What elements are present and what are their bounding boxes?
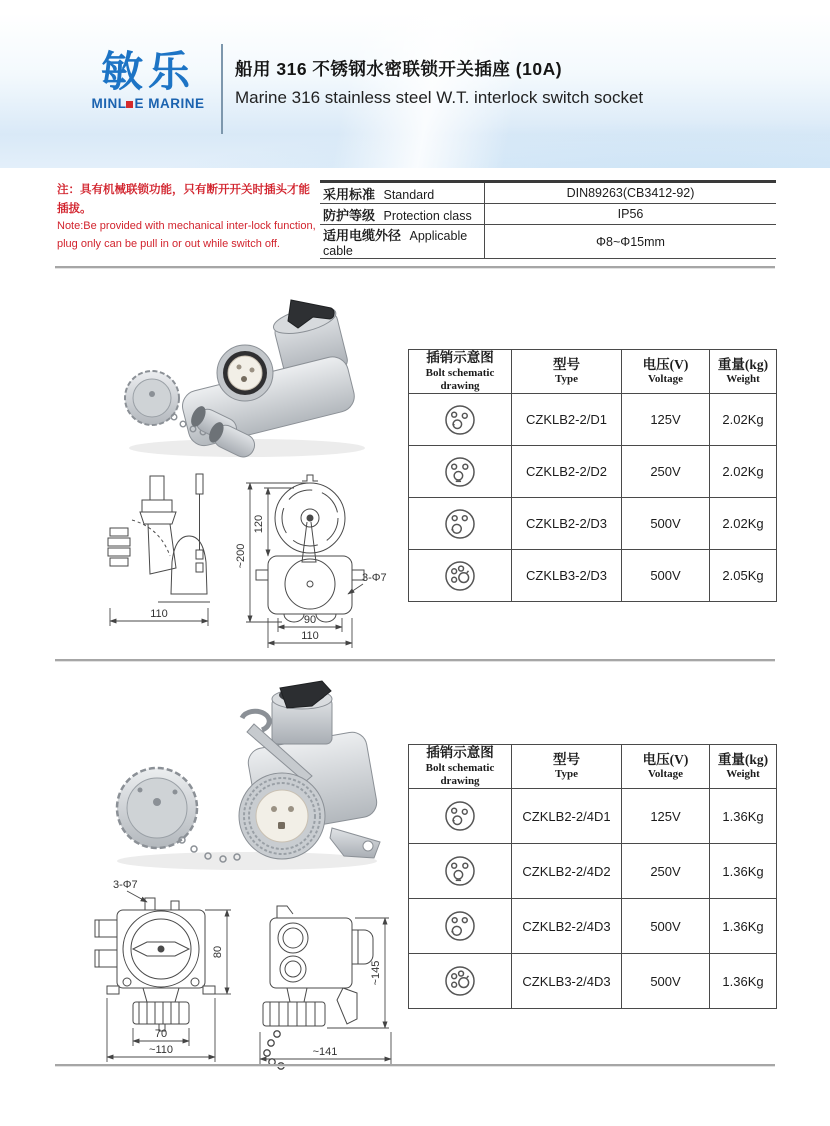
table-row — [320, 225, 776, 259]
spec-label-en: Protection class — [383, 208, 472, 223]
type-cell: CZKLB3-2/D3 — [512, 550, 622, 602]
page-title-english: Marine 316 stainless steel W.T. interlock switch socket — [235, 88, 644, 107]
col-header-cn: 型号 — [553, 751, 580, 767]
weight-cell: 1.36Kg — [710, 899, 777, 954]
col-header-cn: 插销示意图 — [426, 745, 494, 760]
weight-cell: 1.36Kg — [710, 789, 777, 844]
dim-label: ~145 — [370, 960, 382, 986]
weight-cell: 2.02Kg — [710, 394, 777, 446]
table-row — [409, 789, 777, 844]
weight-cell: 1.36Kg — [710, 954, 777, 1009]
page-header — [0, 0, 830, 168]
pin-schematic-cell — [409, 394, 512, 446]
pin-schematic-icon — [443, 799, 477, 833]
dim-label: 70 — [154, 1028, 168, 1040]
table-header-row — [409, 350, 777, 394]
col-pin-schematic — [409, 350, 512, 394]
pin-schematic-icon — [443, 455, 477, 489]
note-line-en2: plug only can be pull in or out while switch off. — [57, 238, 280, 251]
header-divider — [221, 44, 223, 134]
col-header-en: Type — [554, 373, 579, 386]
voltage-cell: 250V — [622, 844, 710, 899]
pin-schematic-icon — [443, 559, 477, 593]
type-cell: CZKLB2-2/4D1 — [512, 789, 622, 844]
dim-label: ~141 — [312, 1046, 338, 1058]
pin-schematic-icon — [443, 403, 477, 437]
col-header-en: Type — [554, 768, 579, 781]
section-divider — [55, 659, 775, 662]
voltage-cell: 125V — [622, 789, 710, 844]
col-header-cn: 重量(kg) — [717, 751, 769, 767]
col-type — [512, 350, 622, 394]
table-row — [409, 899, 777, 954]
spec-value: IP56 — [485, 204, 777, 225]
section-divider — [55, 1064, 775, 1067]
logo-en-part1: MINL — [91, 96, 127, 112]
col-header-cn: 电压(V) — [642, 751, 689, 767]
page-title-chinese: 船用 316 不锈钢水密联锁开关插座 (10A) — [235, 59, 563, 79]
dim-label: ~110 — [149, 1044, 173, 1056]
technical-drawing-1 — [58, 462, 398, 659]
pin-schematic-icon — [443, 854, 477, 888]
pin-schematic-cell — [409, 446, 512, 498]
pin-schematic-cell — [409, 844, 512, 899]
spec-label-cn: 适用电缆外径 — [323, 228, 402, 243]
spec-label — [320, 225, 485, 259]
spec-value: Φ8~Φ15mm — [485, 225, 777, 259]
col-pin-schematic — [409, 745, 512, 789]
dim-label: ~200 — [235, 543, 247, 569]
col-weight — [710, 350, 777, 394]
logo-red-accent-icon — [126, 101, 133, 108]
dim-label: 3-Φ7 — [362, 572, 387, 584]
logo-en-part2: MARINE — [148, 96, 205, 112]
type-cell: CZKLB2-2/D1 — [512, 394, 622, 446]
spec-label — [320, 182, 485, 204]
col-header-cn: 重量(kg) — [717, 356, 769, 372]
col-header-en: Voltage — [647, 373, 684, 386]
logo — [78, 50, 218, 111]
table-header-row — [409, 745, 777, 789]
weight-cell: 2.02Kg — [710, 446, 777, 498]
table-row — [320, 182, 776, 204]
technical-drawing-2 — [55, 872, 400, 1079]
table-row — [320, 204, 776, 225]
spec-label-cn: 防护等级 — [323, 207, 376, 223]
weight-cell: 1.36Kg — [710, 844, 777, 899]
col-header-cn: 电压(V) — [642, 356, 689, 372]
weight-cell: 2.05Kg — [710, 550, 777, 602]
note-line-en1: Note:Be provided with mechanical inter-lock function, — [57, 220, 316, 233]
voltage-cell: 125V — [622, 394, 710, 446]
table-row — [409, 394, 777, 446]
voltage-cell: 500V — [622, 498, 710, 550]
voltage-cell: 250V — [622, 446, 710, 498]
table-row — [409, 498, 777, 550]
section-divider — [55, 266, 775, 269]
pin-schematic-cell — [409, 954, 512, 1009]
pin-schematic-icon — [443, 507, 477, 541]
interlock-note — [57, 181, 319, 254]
type-cell: CZKLB2-2/D2 — [512, 446, 622, 498]
voltage-cell: 500V — [622, 954, 710, 1009]
pin-schematic-cell — [409, 498, 512, 550]
col-header-en: Bolt schematic drawing — [425, 761, 495, 788]
product-photo-2 — [82, 668, 402, 881]
col-header-en: Voltage — [647, 768, 684, 781]
voltage-cell: 500V — [622, 550, 710, 602]
type-cell: CZKLB2-2/D3 — [512, 498, 622, 550]
pin-schematic-cell — [409, 899, 512, 954]
weight-cell: 2.02Kg — [710, 498, 777, 550]
col-header-en: Weight — [726, 768, 760, 781]
col-header-cn: 插销示意图 — [426, 350, 494, 365]
spec-table — [320, 180, 776, 259]
table-row — [409, 446, 777, 498]
table-row — [409, 954, 777, 1009]
pin-schematic-icon — [443, 909, 477, 943]
dim-label: 3-Φ7 — [113, 879, 138, 891]
logo-english: MINL E MARINE — [91, 96, 205, 112]
pin-schematic-cell — [409, 550, 512, 602]
dim-label: 120 — [253, 514, 265, 534]
page-title — [235, 56, 643, 108]
spec-label-cn: 采用标准 — [323, 186, 376, 202]
col-header-en: Weight — [726, 373, 760, 386]
dim-label: 80 — [212, 945, 224, 959]
type-cell: CZKLB2-2/4D3 — [512, 899, 622, 954]
col-voltage — [622, 350, 710, 394]
pin-schematic-icon — [443, 964, 477, 998]
dim-label: 110 — [301, 630, 319, 642]
col-header-cn: 型号 — [553, 356, 580, 372]
col-type — [512, 745, 622, 789]
note-line-cn: 注：具有机械联锁功能，只有断开开关时插头才能插拔。 — [57, 184, 310, 215]
product-table-1 — [408, 349, 777, 602]
product-photo-1 — [95, 276, 395, 469]
pin-schematic-cell — [409, 789, 512, 844]
col-weight — [710, 745, 777, 789]
type-cell: CZKLB2-2/4D2 — [512, 844, 622, 899]
type-cell: CZKLB3-2/4D3 — [512, 954, 622, 1009]
dim-label: 110 — [150, 608, 168, 620]
spec-label — [320, 204, 485, 225]
spec-value: DIN89263(CB3412-92) — [485, 182, 777, 204]
table-row — [409, 550, 777, 602]
spec-label-en: Applicable cable — [323, 229, 468, 258]
col-voltage — [622, 745, 710, 789]
logo-chinese: 敏乐 — [100, 48, 195, 95]
dim-label: 90 — [303, 614, 317, 626]
voltage-cell: 500V — [622, 899, 710, 954]
spec-label-en: Standard — [383, 187, 435, 202]
product-table-2 — [408, 744, 777, 1009]
col-header-en: Bolt schematic drawing — [425, 366, 495, 393]
table-row — [409, 844, 777, 899]
